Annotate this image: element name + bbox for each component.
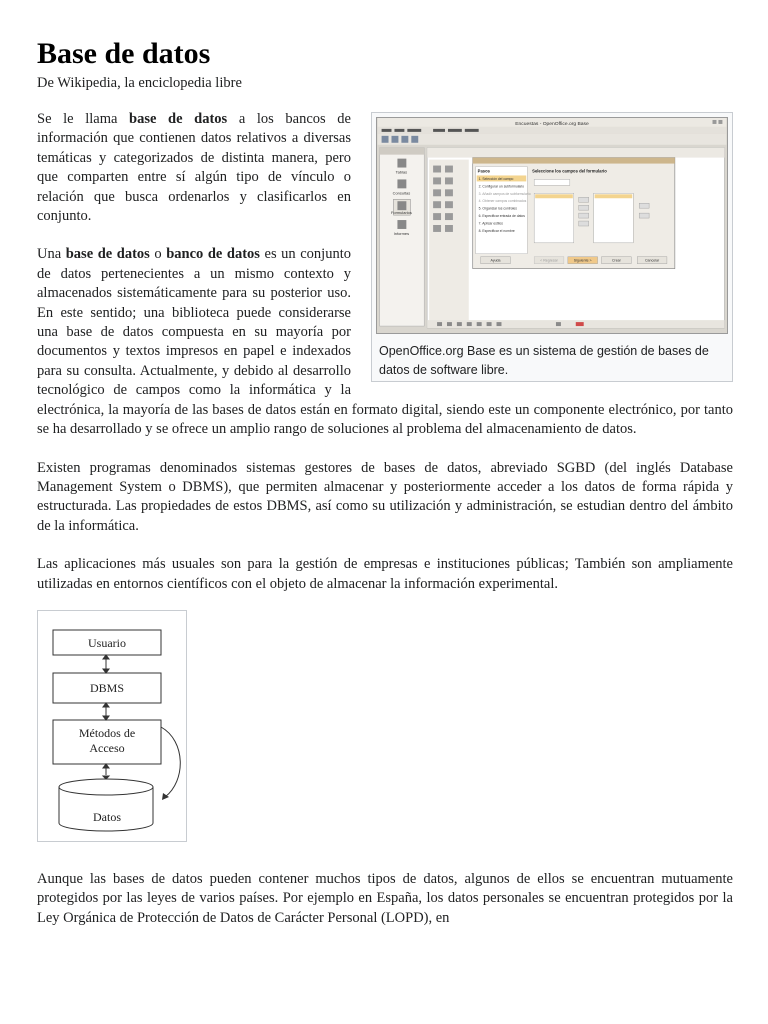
diagram-dbms: DBMS: [89, 680, 125, 695]
diagram-datos: Datos: [93, 809, 121, 824]
dialog-step-4: 4. Obtener campos combinados: [478, 199, 527, 204]
dialog-step-1: 1. Selección del campo: [478, 176, 514, 181]
paragraph-5: Aunque las bases de datos pueden contener muchos tipos de datos, algunos de ellos se encuentran mutuamente protegidos por las leyes de varios países. Por ejemplo en España, los datos personales se encuentran protegidos por la Ley Orgánica de Protección de Datos de Carácter Personal (LOPD), en: [37, 870, 733, 926]
dialog-button-ayuda: Ayuda: [490, 258, 501, 263]
dialog-step-3: 3. Añadir campos de subformulario: [478, 191, 531, 196]
paragraph-2: Una base de datos o banco de datos es un conjunto de datos pertenecientes a un mismo contexto y almacenados sistemáticamente para su posterior uso. En este sentido; una biblioteca puede considerarse una base de datos compuesta en su mayoría por documentos y textos impresos en papel e indexados para su consulta. Actualmente, y debido al desarrollo tecnológico de campos como la informática y la electrónica, la mayoría de las bases de datos están en formato digital, siendo este un componente electrónico, por tanto se ha desarrollado y se ofrece un amplio rango de soluciones al problema del almacenamiento de datos.: [37, 246, 733, 438]
diagram-usuario: Usuario: [88, 635, 126, 650]
figure-caption: OpenOffice.org Base es un sistema de gestión de bases de datos de software libre.: [379, 344, 709, 377]
dialog-step-7: 7. Aplicar estilos: [478, 221, 503, 226]
page-title: Base de datos: [37, 37, 211, 70]
openoffice-screenshot: [376, 117, 728, 334]
sidebar-tablas: Tablas: [395, 169, 408, 175]
paragraph-3: Existen programas denominados sistemas gestores de bases de datos, abreviado SGBD (del inglés Database Management System o DBMS), que permiten almacenar y posteriormente acceder a los datos de forma rápida y estructurada. Las propiedades de estos DBMS, así como su utilización y administración, se estudian dentro del ámbito de la informática.: [37, 459, 733, 534]
sidebar-consultas: Consultas: [392, 190, 411, 196]
sidebar-formularios: Formularios: [390, 210, 412, 216]
dialog-step-6: 6. Especificar entrada de datos: [478, 214, 526, 219]
paragraph-1: Se le llama base de datos a los bancos de información que contienen datos relativos a diversas temáticas y categorizados de distinta manera, pero que comparten entre sí algún tipo de vínculo o relación que busca ordenarlos y clasificarlos en conjunto.: [37, 111, 351, 225]
figure-openoffice: [371, 112, 733, 382]
dbms-diagram: [38, 611, 186, 841]
dialog-button-regresar: < Regresar: [540, 258, 558, 263]
dialog-step-5: 5. Organizar los controles: [478, 206, 517, 211]
dialog-steps-header: Pasos: [477, 168, 490, 174]
dialog-button-crear: Crear: [611, 258, 621, 263]
paragraph-4: Las aplicaciones más usuales son para la gestión de empresas e instituciones públicas; También son ampliamente utilizadas en entornos científicos con el objeto de almacenar la información experimental.: [37, 556, 733, 592]
dialog-button-siguiente: Siguiente >: [573, 258, 592, 263]
diagram-metodos-acceso: Métodos de Acceso: [78, 725, 136, 755]
sidebar-informes: Informes: [393, 230, 410, 236]
figure-dbms-diagram: [37, 610, 187, 842]
dialog-step-8: 8. Especificar el nombre: [478, 228, 515, 233]
page-subtitle: De Wikipedia, la enciclopedia libre: [37, 75, 242, 91]
dialog-step-2: 2. Configurar un subformulario: [478, 184, 525, 189]
dialog-title: Seleccione los campos del formulario: [532, 168, 607, 174]
dialog-button-cancelar: Cancelar: [644, 258, 660, 263]
window-title: Encuestas - OpenOffice.org Base: [515, 121, 589, 127]
article: [37, 36, 733, 928]
